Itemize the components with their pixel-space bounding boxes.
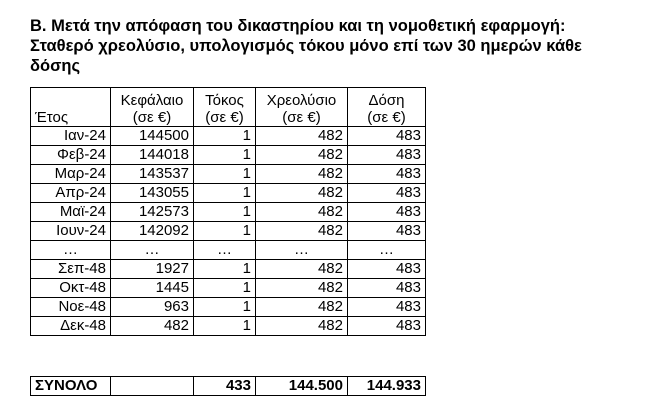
cell-amortization: 482	[256, 317, 348, 336]
title-line-3: δόσης	[30, 57, 81, 75]
cell-year: Μαϊ-24	[31, 203, 111, 222]
cell-capital: 143537	[111, 165, 194, 184]
total-amortization: 144.500	[256, 377, 348, 396]
cell-year: Μαρ-24	[31, 165, 111, 184]
cell-installment: …	[348, 241, 426, 260]
cell-interest: …	[194, 241, 256, 260]
cell-year: …	[31, 241, 111, 260]
cell-installment: 483	[348, 203, 426, 222]
table-row	[31, 222, 426, 241]
total-table	[30, 376, 426, 396]
cell-capital: 482	[111, 317, 194, 336]
cell-year: Φεβ-24	[31, 146, 111, 165]
cell-interest: 1	[194, 260, 256, 279]
cell-amortization: 482	[256, 279, 348, 298]
cell-installment: 483	[348, 317, 426, 336]
cell-amortization: 482	[256, 260, 348, 279]
header-year: Έτος	[31, 88, 111, 127]
cell-interest: 1	[194, 146, 256, 165]
header-installment: Δόση (σε €)	[348, 88, 426, 127]
header-capital: Κεφάλαιο (σε €)	[111, 88, 194, 127]
cell-interest: 1	[194, 184, 256, 203]
cell-capital: 144500	[111, 127, 194, 146]
cell-interest: 1	[194, 203, 256, 222]
cell-capital: 1445	[111, 279, 194, 298]
table-row	[31, 241, 426, 260]
section-title	[30, 16, 630, 76]
cell-interest: 1	[194, 222, 256, 241]
cell-interest: 1	[194, 298, 256, 317]
cell-year: Νοε-48	[31, 298, 111, 317]
table-row	[31, 279, 426, 298]
cell-amortization: 482	[256, 298, 348, 317]
table-row	[31, 260, 426, 279]
total-interest: 433	[194, 377, 256, 396]
cell-capital: …	[111, 241, 194, 260]
cell-interest: 1	[194, 165, 256, 184]
cell-installment: 483	[348, 165, 426, 184]
cell-year: Δεκ-48	[31, 317, 111, 336]
cell-capital: 1927	[111, 260, 194, 279]
header-amortization: Χρεολύσιο (σε €)	[256, 88, 348, 127]
cell-capital: 143055	[111, 184, 194, 203]
total-capital	[111, 377, 194, 396]
cell-installment: 483	[348, 222, 426, 241]
cell-interest: 1	[194, 127, 256, 146]
cell-amortization: 482	[256, 127, 348, 146]
cell-installment: 483	[348, 184, 426, 203]
cell-amortization: 482	[256, 184, 348, 203]
cell-installment: 483	[348, 146, 426, 165]
cell-interest: 1	[194, 279, 256, 298]
cell-capital: 142573	[111, 203, 194, 222]
table-row	[31, 298, 426, 317]
cell-capital: 963	[111, 298, 194, 317]
cell-amortization: …	[256, 241, 348, 260]
cell-amortization: 482	[256, 146, 348, 165]
cell-year: Ιουν-24	[31, 222, 111, 241]
header-interest: Τόκος (σε €)	[194, 88, 256, 127]
cell-amortization: 482	[256, 222, 348, 241]
table-row	[31, 127, 426, 146]
header-row	[31, 88, 426, 127]
cell-capital: 144018	[111, 146, 194, 165]
title-line-1: Β. Μετά την απόφαση του δικαστηρίου και τη νομοθετική εφαρμογή:	[30, 17, 566, 35]
cell-installment: 483	[348, 260, 426, 279]
table-row	[31, 165, 426, 184]
cell-year: Απρ-24	[31, 184, 111, 203]
table-row	[31, 317, 426, 336]
total-label: ΣΥΝΟΛΟ	[31, 377, 111, 396]
title-line-2: Σταθερό χρεολύσιο, υπολογισμός τόκου μόνο επί των 30 ημερών κάθε	[30, 37, 582, 55]
cell-year: Σεπ-48	[31, 260, 111, 279]
cell-amortization: 482	[256, 203, 348, 222]
cell-year: Οκτ-48	[31, 279, 111, 298]
cell-capital: 142092	[111, 222, 194, 241]
total-installment: 144.933	[348, 377, 426, 396]
cell-installment: 483	[348, 298, 426, 317]
table-row	[31, 184, 426, 203]
cell-installment: 483	[348, 127, 426, 146]
total-row	[31, 377, 426, 396]
cell-interest: 1	[194, 317, 256, 336]
cell-installment: 483	[348, 279, 426, 298]
amortization-table	[30, 87, 426, 336]
cell-amortization: 482	[256, 165, 348, 184]
cell-year: Ιαν-24	[31, 127, 111, 146]
table-row	[31, 146, 426, 165]
table-row	[31, 203, 426, 222]
